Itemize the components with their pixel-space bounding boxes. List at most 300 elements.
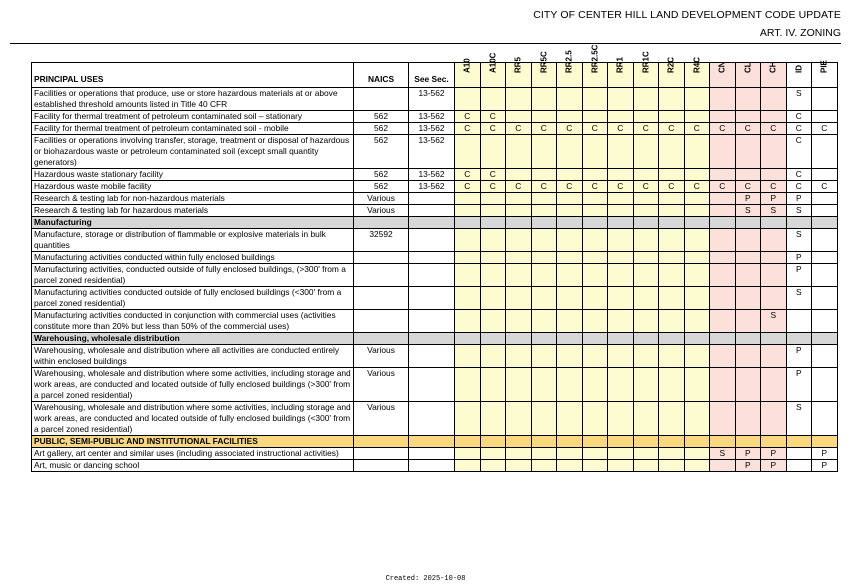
zone-permission-cell [557, 264, 583, 287]
zone-permission-cell [735, 345, 761, 368]
empty-cell [735, 333, 761, 345]
zone-permission-cell [455, 368, 481, 402]
zone-permission-cell [480, 287, 506, 310]
zone-permission-cell: C [480, 123, 506, 135]
zone-permission-cell [659, 111, 685, 123]
empty-cell [480, 436, 506, 448]
empty-cell [710, 217, 736, 229]
empty-cell [582, 217, 608, 229]
zone-permission-cell [506, 460, 532, 472]
zone-permission-cell: S [786, 88, 812, 111]
empty-cell [812, 436, 838, 448]
principal-use-cell: Manufacturing activities, conducted outside of fully enclosed buildings, (>300' from a parcel zoned residential) [32, 264, 354, 287]
empty-cell [582, 333, 608, 345]
zone-header [506, 56, 532, 88]
naics-cell: Various [354, 402, 409, 436]
zone-permission-cell [557, 169, 583, 181]
empty-cell [354, 333, 409, 345]
zone-permission-cell [531, 368, 557, 402]
zone-permission-cell [812, 205, 838, 217]
see-sec-cell [409, 448, 455, 460]
zone-permission-cell [608, 287, 634, 310]
zone-permission-cell: S [761, 205, 787, 217]
zone-permission-cell: S [786, 205, 812, 217]
zone-permission-cell: C [531, 181, 557, 193]
table-row [32, 111, 838, 123]
zone-permission-cell [735, 135, 761, 169]
zone-permission-cell [582, 402, 608, 436]
zone-permission-cell: P [812, 448, 838, 460]
zone-permission-cell [684, 368, 710, 402]
zone-permission-cell [633, 111, 659, 123]
zone-permission-cell [506, 402, 532, 436]
zone-permission-cell [608, 460, 634, 472]
naics-cell: 562 [354, 111, 409, 123]
see-sec-cell: 13-562 [409, 135, 455, 169]
empty-cell [786, 436, 812, 448]
zone-label: CL [743, 62, 753, 73]
see-sec-cell [409, 205, 455, 217]
zone-permission-cell: C [786, 181, 812, 193]
zone-permission-cell [506, 135, 532, 169]
empty-cell [761, 436, 787, 448]
zone-permission-cell: C [531, 123, 557, 135]
principal-use-cell: Manufacturing activities conducted in conjunction with commercial uses (activities constitute more than 20% but less than 50% of the commercial uses) [32, 310, 354, 333]
see-sec-cell [409, 193, 455, 205]
principal-use-cell: Warehousing, wholesale and distribution where some activities, including storage and work areas, are conducted and located outside of fully enclosed buildings (<300' from a parcel zoned residential) [32, 402, 354, 436]
zone-permission-cell: C [480, 111, 506, 123]
zone-permission-cell [608, 135, 634, 169]
empty-cell [582, 436, 608, 448]
zone-permission-cell [531, 402, 557, 436]
see-sec-cell [409, 252, 455, 264]
zone-permission-cell: C [735, 181, 761, 193]
empty-cell [659, 333, 685, 345]
zone-permission-cell [582, 287, 608, 310]
section-title: PUBLIC, SEMI-PUBLIC AND INSTITUTIONAL FACILITIES [32, 436, 354, 448]
zone-permission-cell: P [786, 252, 812, 264]
zone-permission-cell [531, 111, 557, 123]
zone-permission-cell [633, 402, 659, 436]
zone-permission-cell [761, 135, 787, 169]
zone-permission-cell: C [633, 181, 659, 193]
zone-permission-cell [480, 402, 506, 436]
zone-permission-cell [710, 229, 736, 252]
table-row [32, 264, 838, 287]
section-title: Warehousing, wholesale distribution [32, 333, 354, 345]
zone-permission-cell: C [608, 123, 634, 135]
zone-permission-cell [582, 88, 608, 111]
zone-permission-cell [710, 264, 736, 287]
empty-cell [480, 333, 506, 345]
empty-cell [557, 217, 583, 229]
zone-permission-cell [659, 88, 685, 111]
zone-permission-cell: C [684, 123, 710, 135]
zone-header [633, 51, 659, 88]
zone-header [761, 63, 787, 88]
table-header-row [32, 63, 838, 88]
zone-permission-cell [761, 229, 787, 252]
empty-cell [506, 333, 532, 345]
zone-permission-cell [659, 264, 685, 287]
zone-permission-cell [582, 264, 608, 287]
zone-permission-cell: C [557, 181, 583, 193]
zone-permission-cell [582, 229, 608, 252]
empty-cell [684, 333, 710, 345]
zone-permission-cell [557, 310, 583, 333]
zone-permission-cell [608, 402, 634, 436]
zone-permission-cell [582, 310, 608, 333]
zone-permission-cell [506, 345, 532, 368]
empty-cell [506, 436, 532, 448]
zone-permission-cell [710, 287, 736, 310]
zone-permission-cell [557, 287, 583, 310]
zone-permission-cell [684, 111, 710, 123]
empty-cell [684, 436, 710, 448]
zone-permission-cell [608, 193, 634, 205]
zone-permission-cell [812, 135, 838, 169]
see-sec-cell [409, 402, 455, 436]
zone-permission-cell [659, 402, 685, 436]
zone-permission-cell [582, 460, 608, 472]
see-sec-cell [409, 264, 455, 287]
zone-permission-cell [812, 310, 838, 333]
zone-permission-cell [531, 264, 557, 287]
table-row [32, 310, 838, 333]
document-subtitle: ART. IV. ZONING [759, 27, 841, 39]
header-see-sec: See Sec. [409, 63, 455, 88]
zone-label: ID [794, 65, 804, 73]
zone-permission-cell [735, 287, 761, 310]
zone-permission-cell [684, 310, 710, 333]
zone-permission-cell: C [659, 181, 685, 193]
naics-cell [354, 264, 409, 287]
zone-permission-cell [659, 310, 685, 333]
zone-permission-cell [761, 111, 787, 123]
zone-permission-cell [557, 135, 583, 169]
empty-cell [786, 333, 812, 345]
zone-header [684, 56, 710, 88]
empty-cell [633, 333, 659, 345]
zone-permission-cell [710, 205, 736, 217]
zone-header [659, 56, 685, 88]
zone-permission-cell [557, 193, 583, 205]
zone-permission-cell [633, 229, 659, 252]
zone-permission-cell: C [506, 181, 532, 193]
principal-use-cell: Warehousing, wholesale and distribution where all activities are conducted entirely within enclosed buildings [32, 345, 354, 368]
zone-permission-cell [455, 229, 481, 252]
zone-label: RR1 [615, 56, 625, 73]
created-date: Created: 2025-10-08 [385, 575, 466, 583]
zone-permission-cell [659, 368, 685, 402]
zone-permission-cell: C [480, 169, 506, 181]
zone-permission-cell [455, 287, 481, 310]
zone-permission-cell [480, 345, 506, 368]
zone-permission-cell [531, 229, 557, 252]
zone-permission-cell [735, 264, 761, 287]
zone-permission-cell [455, 345, 481, 368]
zone-permission-cell: C [761, 123, 787, 135]
zone-permission-cell: C [812, 123, 838, 135]
see-sec-cell: 13-562 [409, 181, 455, 193]
zone-permission-cell [506, 169, 532, 181]
empty-cell [812, 333, 838, 345]
zone-label: A10 [462, 58, 472, 73]
empty-cell [409, 436, 455, 448]
naics-cell: Various [354, 345, 409, 368]
table-row [32, 123, 838, 135]
zone-permission-cell [633, 205, 659, 217]
zone-label: RR1C [641, 51, 651, 73]
zone-permission-cell [608, 88, 634, 111]
zone-permission-cell [557, 345, 583, 368]
zone-permission-cell [582, 169, 608, 181]
zone-permission-cell [684, 135, 710, 169]
zone-permission-cell [684, 193, 710, 205]
zone-permission-cell [812, 252, 838, 264]
zone-permission-cell [608, 368, 634, 402]
zone-permission-cell [506, 229, 532, 252]
empty-cell [684, 217, 710, 229]
zone-permission-cell [506, 448, 532, 460]
zone-permission-cell: C [582, 181, 608, 193]
empty-cell [659, 436, 685, 448]
zone-permission-cell: P [761, 193, 787, 205]
zone-permission-cell [659, 229, 685, 252]
zone-permission-cell: C [608, 181, 634, 193]
zone-permission-cell [557, 368, 583, 402]
zone-permission-cell [633, 460, 659, 472]
category-row [32, 436, 838, 448]
zone-permission-cell [786, 448, 812, 460]
zone-permission-cell: C [557, 123, 583, 135]
zone-permission-cell [582, 111, 608, 123]
zone-permission-cell [684, 345, 710, 368]
zone-permission-cell [608, 448, 634, 460]
zone-permission-cell [633, 448, 659, 460]
zone-permission-cell [735, 310, 761, 333]
zone-permission-cell [608, 264, 634, 287]
zone-permission-cell [812, 169, 838, 181]
empty-cell [761, 217, 787, 229]
zone-header [812, 60, 838, 88]
zone-permission-cell [582, 193, 608, 205]
table-row [32, 169, 838, 181]
zone-permission-cell [735, 368, 761, 402]
zone-permission-cell [506, 252, 532, 264]
see-sec-cell: 13-562 [409, 123, 455, 135]
zone-permission-cell [506, 368, 532, 402]
zone-permission-cell [480, 135, 506, 169]
zone-permission-cell [506, 111, 532, 123]
zone-permission-cell [735, 402, 761, 436]
zone-permission-cell [633, 345, 659, 368]
zone-header [608, 56, 634, 88]
zone-permission-cell [633, 88, 659, 111]
zone-permission-cell [812, 229, 838, 252]
zone-permission-cell [480, 460, 506, 472]
principal-use-cell: Art, music or dancing school [32, 460, 354, 472]
principal-use-cell: Facility for thermal treatment of petroleum contaminated soil - mobile [32, 123, 354, 135]
zone-permission-cell [659, 193, 685, 205]
table-row [32, 460, 838, 472]
zone-permission-cell [455, 205, 481, 217]
zone-permission-cell: S [710, 448, 736, 460]
zone-permission-cell: C [684, 181, 710, 193]
empty-cell [710, 436, 736, 448]
zone-permission-cell [557, 205, 583, 217]
zone-permission-cell [735, 111, 761, 123]
zone-permission-cell [761, 264, 787, 287]
zone-permission-cell [659, 135, 685, 169]
zone-permission-cell [761, 402, 787, 436]
empty-cell [531, 217, 557, 229]
zone-permission-cell [710, 402, 736, 436]
empty-cell [659, 217, 685, 229]
zone-permission-cell [531, 287, 557, 310]
zone-permission-cell [531, 345, 557, 368]
empty-cell [812, 217, 838, 229]
empty-cell [633, 436, 659, 448]
header-naics: NAICS [354, 63, 409, 88]
table-row [32, 287, 838, 310]
empty-cell [761, 333, 787, 345]
zone-permission-cell [735, 252, 761, 264]
naics-cell: 32592 [354, 229, 409, 252]
section-row [32, 217, 838, 229]
zone-permission-cell: P [786, 193, 812, 205]
zone-permission-cell [710, 88, 736, 111]
zone-permission-cell [455, 88, 481, 111]
empty-cell [506, 217, 532, 229]
zone-permission-cell [608, 310, 634, 333]
zone-permission-cell [684, 205, 710, 217]
zone-permission-cell [455, 252, 481, 264]
principal-use-cell: Hazardous waste stationary facility [32, 169, 354, 181]
zone-header [480, 52, 506, 88]
zone-permission-cell [531, 460, 557, 472]
zone-permission-cell [506, 264, 532, 287]
zone-permission-cell [633, 252, 659, 264]
zone-permission-cell [557, 402, 583, 436]
zone-permission-cell: C [710, 181, 736, 193]
empty-cell [455, 436, 481, 448]
zone-permission-cell [633, 368, 659, 402]
zone-permission-cell [531, 135, 557, 169]
zone-permission-cell [480, 252, 506, 264]
zone-permission-cell [659, 448, 685, 460]
zone-permission-cell: C [786, 111, 812, 123]
table-row [32, 135, 838, 169]
see-sec-cell: 13-562 [409, 169, 455, 181]
empty-cell [735, 436, 761, 448]
zone-permission-cell [812, 111, 838, 123]
zone-header [557, 50, 583, 88]
naics-cell: Various [354, 205, 409, 217]
zone-permission-cell [633, 287, 659, 310]
empty-cell [557, 333, 583, 345]
naics-cell [354, 88, 409, 111]
zone-permission-cell: P [812, 460, 838, 472]
section-row [32, 333, 838, 345]
zone-permission-cell [812, 345, 838, 368]
zone-label: RR2.5 [564, 50, 574, 73]
zone-permission-cell [710, 460, 736, 472]
zone-label: CH [768, 61, 778, 73]
zone-permission-cell [480, 88, 506, 111]
zone-permission-cell [557, 111, 583, 123]
zone-permission-cell [608, 229, 634, 252]
zone-permission-cell [633, 264, 659, 287]
zone-permission-cell: P [786, 345, 812, 368]
zone-permission-cell [506, 88, 532, 111]
zone-permission-cell: S [786, 229, 812, 252]
zone-permission-cell [633, 310, 659, 333]
zone-permission-cell [659, 287, 685, 310]
zone-permission-cell [480, 264, 506, 287]
naics-cell [354, 448, 409, 460]
zone-permission-cell: C [659, 123, 685, 135]
zone-permission-cell: S [786, 402, 812, 436]
zone-permission-cell [582, 135, 608, 169]
zone-permission-cell [557, 88, 583, 111]
zone-permission-cell [531, 193, 557, 205]
zone-permission-cell [506, 193, 532, 205]
principal-use-cell: Manufacturing activities conducted within fully enclosed buildings [32, 252, 354, 264]
table-row [32, 88, 838, 111]
zone-permission-cell: C [710, 123, 736, 135]
zone-permission-cell [455, 135, 481, 169]
zone-permission-cell [761, 88, 787, 111]
zone-permission-cell: C [582, 123, 608, 135]
naics-cell [354, 252, 409, 264]
empty-cell [409, 217, 455, 229]
zone-permission-cell [761, 169, 787, 181]
zone-permission-cell [480, 205, 506, 217]
zone-permission-cell: C [735, 123, 761, 135]
naics-cell: 562 [354, 169, 409, 181]
zone-permission-cell [455, 460, 481, 472]
section-title: Manufacturing [32, 217, 354, 229]
zone-label: A10C [488, 52, 498, 73]
empty-cell [354, 436, 409, 448]
zone-permission-cell [812, 368, 838, 402]
table-row [32, 368, 838, 402]
zone-permission-cell [455, 193, 481, 205]
table-row [32, 229, 838, 252]
table-row [32, 448, 838, 460]
table-row [32, 402, 838, 436]
zone-permission-cell [480, 310, 506, 333]
naics-cell: Various [354, 368, 409, 402]
zone-permission-cell [710, 310, 736, 333]
empty-cell [409, 333, 455, 345]
zone-label: CN [717, 61, 727, 73]
table-row [32, 181, 838, 193]
zone-permission-cell [710, 345, 736, 368]
empty-cell [354, 217, 409, 229]
zone-permission-cell [684, 229, 710, 252]
zone-permission-cell [557, 448, 583, 460]
zone-permission-cell [684, 402, 710, 436]
zone-permission-cell [684, 460, 710, 472]
zone-permission-cell: S [786, 287, 812, 310]
zone-permission-cell [684, 264, 710, 287]
zone-permission-cell: C [455, 181, 481, 193]
zone-permission-cell [761, 345, 787, 368]
zone-permission-cell [608, 252, 634, 264]
empty-cell [608, 436, 634, 448]
